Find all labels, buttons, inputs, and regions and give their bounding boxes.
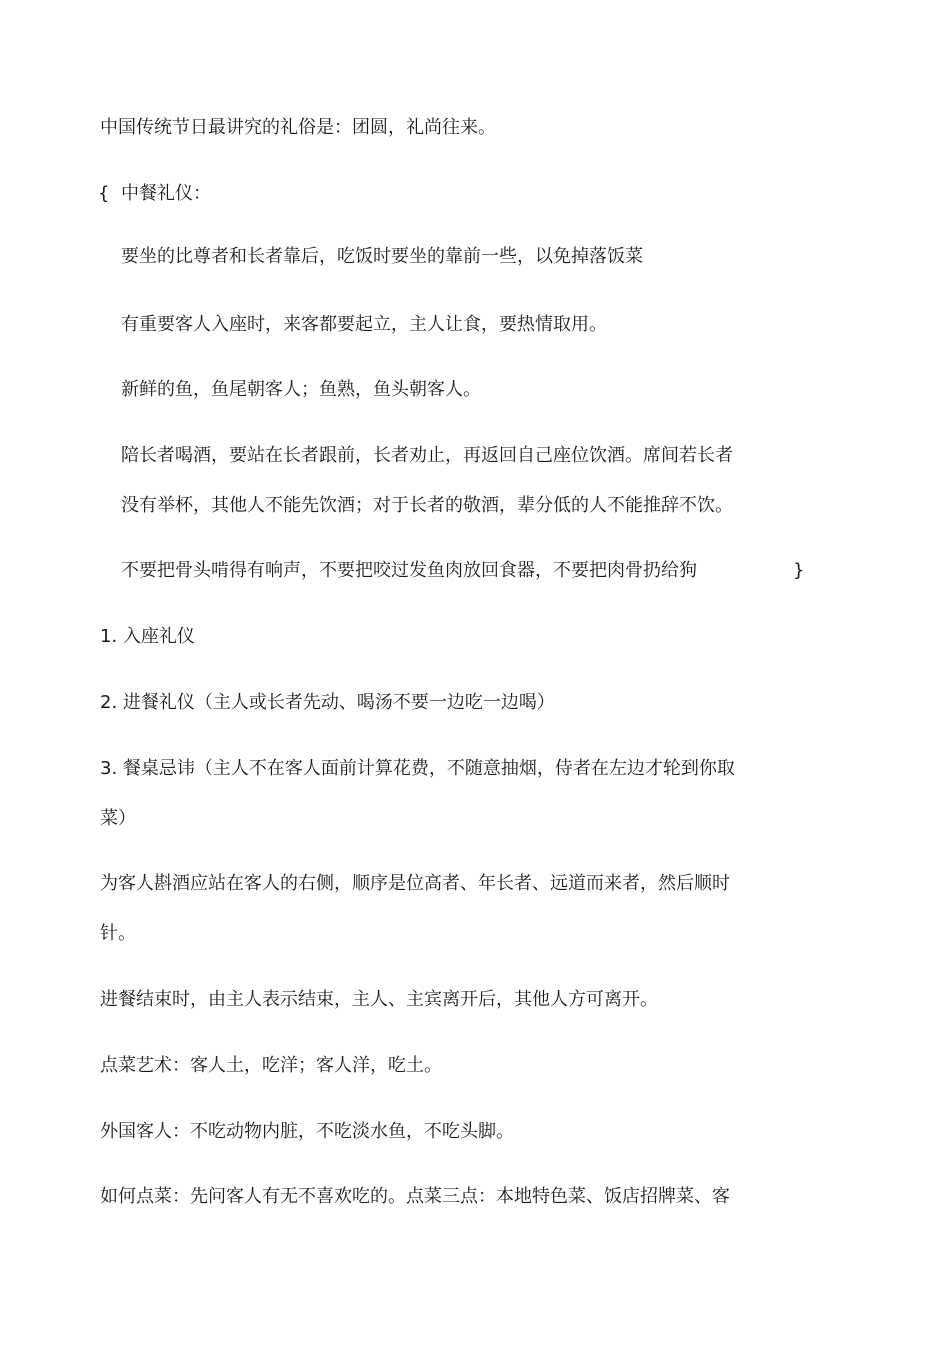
text-line: 针。 — [100, 923, 136, 944]
text-line: 有重要客人入座时，来客都要起立，主人让食，要热情取用。 — [121, 314, 607, 335]
text-line: 新鲜的鱼，鱼尾朝客人；鱼熟，鱼头朝客人。 — [121, 379, 481, 400]
text-line: 菜） — [100, 808, 136, 829]
text-line: 如何点菜：先问客人有无不喜欢吃的。点菜三点：本地特色菜、饭店招牌菜、客 — [100, 1186, 730, 1207]
list-item: 1. 入座礼仪 — [100, 626, 195, 647]
close-brace: } — [793, 560, 805, 581]
text-line: 外国客人：不吃动物内脏，不吃淡水鱼，不吃头脚。 — [100, 1121, 514, 1142]
text-line: 不要把骨头啃得有响声，不要把咬过发鱼肉放回食器，不要把肉骨扔给狗 — [121, 560, 697, 581]
section-heading: 中餐礼仪： — [121, 183, 211, 204]
text-line: 点菜艺术：客人土，吃洋；客人洋，吃土。 — [100, 1055, 442, 1076]
text-line: 要坐的比尊者和长者靠后，吃饭时要坐的靠前一些，以免掉落饭菜 — [121, 246, 643, 267]
text-line: 进餐结束时，由主人表示结束，主人、主宾离开后，其他人方可离开。 — [100, 989, 658, 1010]
list-item: 3. 餐桌忌讳（主人不在客人面前计算花费，不随意抽烟，侍者在左边才轮到你取 — [100, 758, 735, 779]
text-line: 为客人斟酒应站在客人的右侧，顺序是位高者、年长者、远道而来者，然后顺时 — [100, 873, 730, 894]
text-line: 没有举杯，其他人不能先饮酒；对于长者的敬酒，辈分低的人不能推辞不饮。 — [121, 495, 733, 516]
text-line: 陪长者喝酒，要站在长者跟前，长者劝止，再返回自己座位饮酒。席间若长者 — [121, 445, 733, 466]
text-line: 中国传统节日最讲究的礼俗是：团圆，礼尚往来。 — [100, 117, 496, 138]
list-item: 2. 进餐礼仪（主人或长者先动、喝汤不要一边吃一边喝） — [100, 692, 555, 713]
open-brace: { — [98, 183, 110, 204]
